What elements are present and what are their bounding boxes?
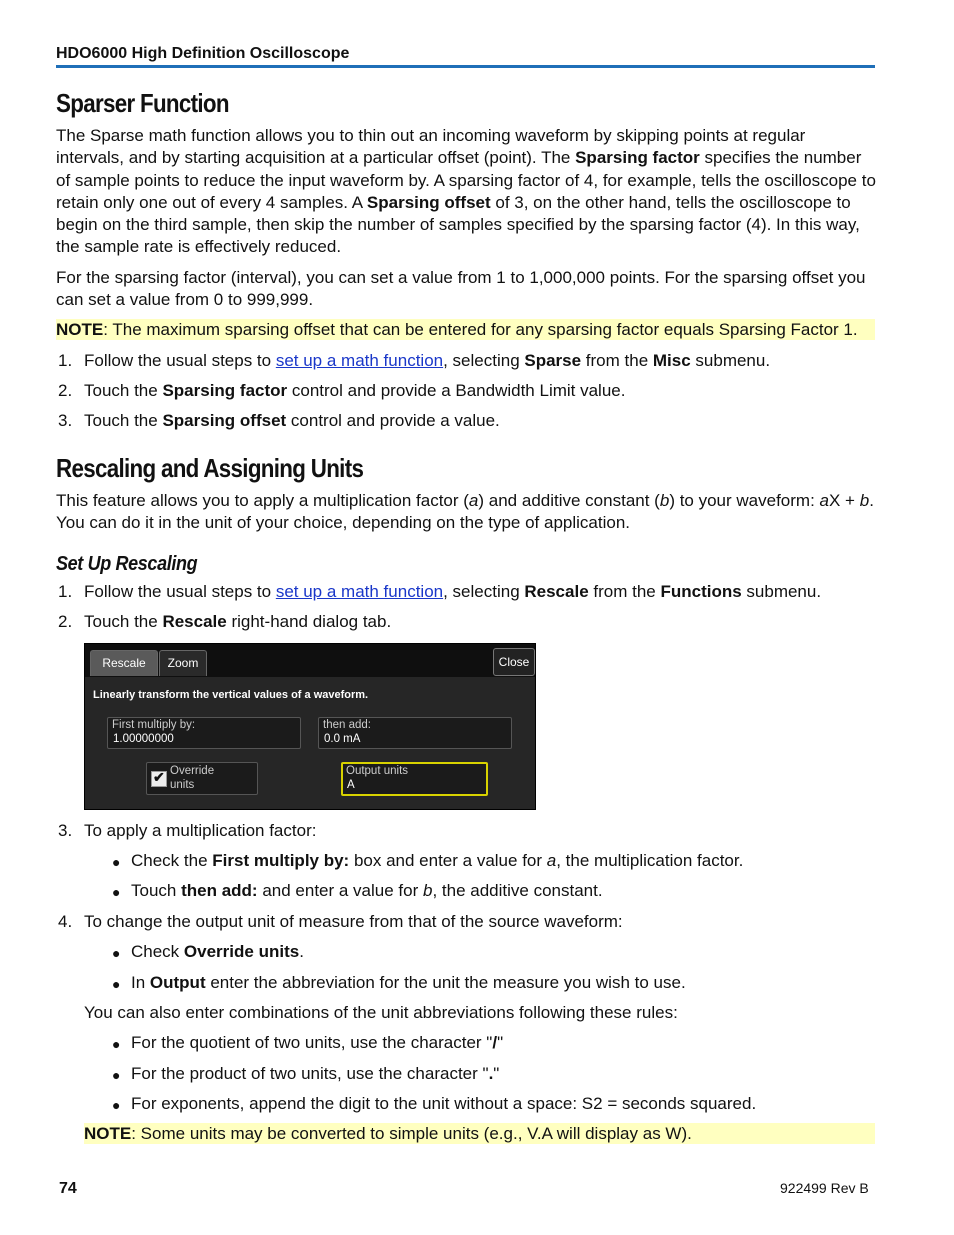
bullet-icon: ● [112, 1036, 121, 1052]
bullet-icon: ● [112, 945, 121, 961]
rules-bullet-2 [131, 1063, 499, 1085]
text-run: Touch the [84, 612, 163, 631]
text-run: Follow the usual steps to [84, 351, 276, 370]
running-header: HDO6000 High Definition Oscilloscope [56, 45, 350, 62]
italic-run: a [468, 491, 479, 510]
bold-run: Sparsing offset [162, 411, 287, 430]
rescale-step-4-number: 4. [58, 912, 73, 931]
italic-run: b [422, 881, 433, 900]
sparser-step-1 [84, 350, 770, 372]
note-text: : Some units may be converted to simple units (e.g., V.A will display as W). [131, 1124, 692, 1143]
dialog-tab-bar [85, 644, 535, 677]
text-run: and enter a value for [257, 881, 423, 900]
text-run: submenu. [690, 351, 771, 370]
text-run: To apply a multiplication factor: [84, 821, 317, 840]
rescale-step-4 [84, 911, 623, 933]
sparser-intro-paragraph [56, 125, 876, 259]
output-units-value: A [347, 779, 355, 791]
bold-run: Rescale [162, 612, 227, 631]
text-run: To change the output unit of measure from that of the source waveform: [84, 912, 623, 931]
override-label-line1: Override [170, 765, 215, 777]
document-number: 922499 Rev B [780, 1180, 869, 1196]
tab-zoom[interactable]: Zoom [159, 650, 207, 676]
bullet-icon: ● [112, 1067, 121, 1083]
first-multiply-field[interactable] [107, 717, 301, 749]
text-run: of 3, on the other hand, tells the oscilloscope to begin on the third sample, then skip the number of samples specified by the sparsing factor (4). In this way, the sample rate is effectively reduced. [56, 192, 860, 257]
text-run: submenu. [741, 582, 822, 601]
rescale-dialog-screenshot [84, 643, 536, 810]
text-run: Touch [131, 881, 182, 900]
rescale-step-3-number: 3. [58, 821, 73, 840]
text-run: X + [829, 491, 860, 510]
sparser-step-1-number: 1. [58, 351, 73, 370]
first-multiply-label: First multiply by: [112, 719, 196, 731]
rescaling-note [84, 1123, 875, 1144]
bold-run: Sparsing factor [162, 381, 288, 400]
rules-bullet-1 [131, 1032, 503, 1054]
text-run: , selecting [443, 582, 525, 601]
sparser-step-2 [84, 380, 625, 402]
text-run: Follow the usual steps to [84, 582, 276, 601]
text-run: from the [588, 582, 661, 601]
rescaling-intro-paragraph [56, 490, 876, 535]
step3-bullet-2 [131, 880, 603, 902]
rules-intro: You can also enter combinations of the unit abbreviations following these rules: [84, 1003, 678, 1022]
text-run: specifies the number of sample points to reduce the input waveform by. A sparsing factor of 4, for example, tells the oscilloscope to retain only one out of every 4 samples. A [56, 148, 876, 212]
step3-bullet-1 [131, 850, 743, 872]
bullet-icon: ● [112, 1097, 121, 1113]
sparser-note [56, 319, 875, 340]
bold-run: Sparse [524, 351, 582, 370]
override-label-line2: units [170, 779, 195, 791]
text-run: enter the abbreviation for the unit the measure you wish to use. [205, 973, 686, 992]
output-units-label: Output units [346, 765, 409, 777]
text-run: , the additive constant. [432, 881, 603, 900]
subheading-set-up-rescaling: Set Up Rescaling [56, 553, 198, 575]
bold-run: . [488, 1064, 494, 1083]
text-run: . You can do it in the unit of your choice, depending on the type of application. [56, 491, 874, 533]
section-heading-rescaling: Rescaling and Assigning Units [56, 453, 364, 483]
text-run: control and provide a Bandwidth Limit value. [287, 381, 626, 400]
rescale-step-2-number: 2. [58, 612, 73, 631]
text-run: control and provide a value. [286, 411, 500, 430]
bold-run: Output [149, 973, 206, 992]
rescale-step-3 [84, 820, 316, 842]
sparser-step-3-number: 3. [58, 411, 73, 430]
bold-run: First multiply by: [212, 851, 350, 870]
bold-run: Override units [183, 942, 300, 961]
rescale-step-1-number: 1. [58, 582, 73, 601]
text-run: from the [581, 351, 653, 370]
close-button[interactable]: Close [493, 648, 535, 676]
text-run: For exponents, append the digit to the unit without a space: S2 = seconds squared. [131, 1094, 757, 1113]
rules-bullet-3 [131, 1093, 756, 1115]
italic-run: b [659, 491, 670, 510]
text-run: " [497, 1033, 504, 1052]
text-run: " [493, 1064, 500, 1083]
bold-run: Sparsing offset [366, 192, 491, 212]
text-run: For the product of two units, use the character " [131, 1064, 489, 1083]
note-label: NOTE [84, 1124, 132, 1143]
then-add-field[interactable] [318, 717, 512, 749]
section-heading-sparser: Sparser Function [56, 88, 229, 118]
text-run: , the multiplication factor. [556, 851, 744, 870]
italic-run: a [819, 491, 829, 510]
sparser-step-2-number: 2. [58, 381, 73, 400]
text-run: box and enter a value for [349, 851, 547, 870]
tab-rescale[interactable]: Rescale [90, 650, 158, 676]
bold-run: Rescale [524, 582, 589, 601]
italic-run: b [859, 491, 870, 510]
text-run: Touch the [84, 411, 163, 430]
bold-run: Sparsing factor [575, 148, 700, 168]
text-run: right-hand dialog tab. [226, 612, 392, 631]
bold-run: Misc [652, 351, 691, 370]
sparser-step-3 [84, 410, 500, 432]
note-text: : The maximum sparsing offset that can be entered for any sparsing factor equals Sparsing Factor 1. [103, 320, 858, 339]
then-add-label: then add: [323, 719, 371, 731]
override-units-checkbox[interactable] [146, 762, 258, 795]
text-run: The Sparse math function allows you to thin out an incoming waveform by skipping points at regular intervals, and by starting acquisition at a particular offset (point). The [56, 126, 806, 168]
text-run: This feature allows you to apply a multiplication factor ( [56, 491, 469, 510]
text-run: In [131, 973, 150, 992]
page-number: 74 [59, 1180, 77, 1197]
then-add-value: 0.0 mA [324, 733, 361, 745]
math-function-link[interactable]: set up a math function [275, 351, 444, 370]
bold-run: then add: [181, 881, 258, 900]
override-checkbox-box[interactable] [151, 771, 167, 787]
text-run: For the quotient of two units, use the character " [131, 1033, 493, 1052]
text-run: , selecting [443, 351, 525, 370]
italic-run: a [546, 851, 557, 870]
bold-run: Functions [660, 582, 742, 601]
text-run: ) to your waveform: [669, 491, 820, 510]
text-run: Check the [131, 851, 213, 870]
bold-run: / [492, 1033, 498, 1052]
header-rule [56, 65, 875, 68]
bullet-icon: ● [112, 854, 121, 870]
dialog-description: Linearly transform the vertical values of a waveform. [93, 689, 369, 701]
rescale-step-1 [84, 581, 821, 603]
math-function-link[interactable]: set up a math function [275, 582, 444, 601]
first-multiply-value: 1.00000000 [113, 733, 174, 745]
note-label: NOTE [56, 320, 104, 339]
step4-bullet-1 [131, 941, 304, 963]
step4-bullet-2 [131, 972, 686, 994]
rescale-panel [85, 677, 535, 809]
text-run: Check [131, 942, 184, 961]
checkmark-icon: ✔ [153, 769, 165, 785]
rescale-step-2 [84, 611, 391, 633]
text-run: ) and additive constant ( [478, 491, 660, 510]
sparser-range-paragraph: For the sparsing factor (interval), you can set a value from 1 to 1,000,000 points. For the sparsing offset you can set a value from 0 to 999,999. [56, 268, 866, 310]
text-run: . [299, 942, 304, 961]
text-run: Touch the [84, 381, 163, 400]
bullet-icon: ● [112, 884, 121, 900]
output-units-field[interactable] [341, 762, 488, 796]
bullet-icon: ● [112, 976, 121, 992]
